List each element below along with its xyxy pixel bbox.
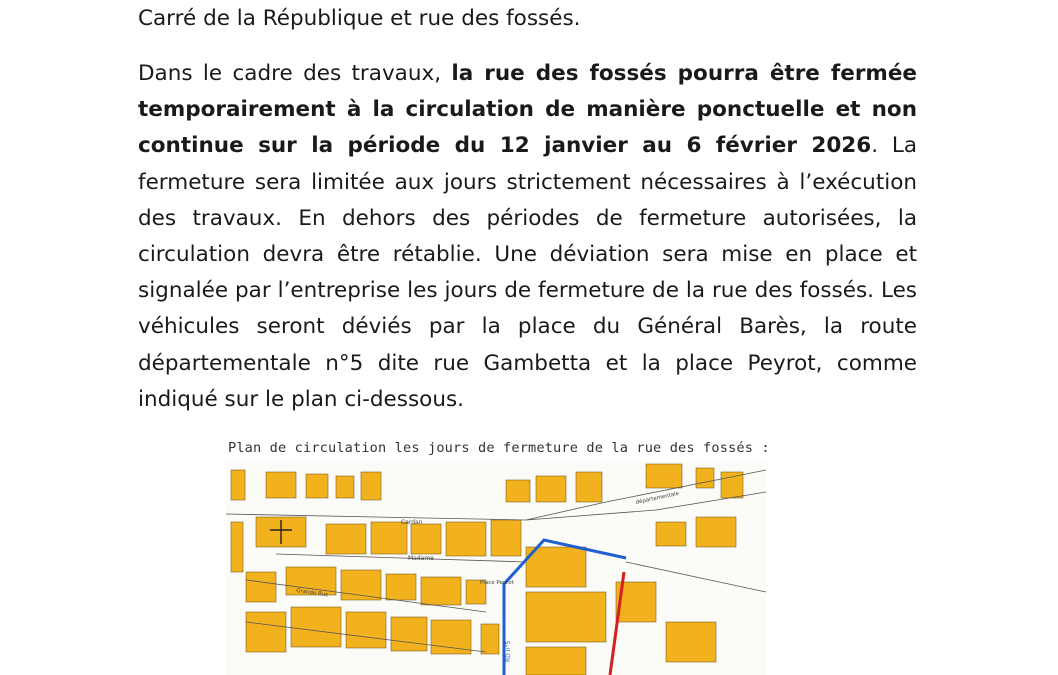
parcel xyxy=(361,472,381,500)
parcel xyxy=(336,476,354,498)
parcel xyxy=(506,480,530,502)
paragraph-lead: Dans le cadre des travaux, xyxy=(138,61,452,86)
parcel xyxy=(646,464,682,488)
body-paragraph xyxy=(138,56,917,418)
parcel xyxy=(411,524,441,554)
map-label-grande-rue: Grande Rue xyxy=(295,588,329,599)
parcel xyxy=(526,647,586,675)
parcel xyxy=(696,517,736,547)
parcel xyxy=(386,574,416,600)
parcel xyxy=(446,522,486,556)
map-label-cardan: Cardan xyxy=(401,519,423,526)
parcel xyxy=(721,472,743,498)
parcel xyxy=(266,472,296,498)
parcel xyxy=(246,572,276,602)
parcel xyxy=(346,612,386,648)
intro-line: Carré de la République et rue des fossés. xyxy=(138,6,581,31)
parcel xyxy=(231,470,245,500)
parcel xyxy=(231,522,243,572)
parcel xyxy=(481,624,499,654)
map-label-rd5: RD n°5 xyxy=(505,640,512,662)
paragraph-bold-closure-notice: la rue des fossés pourra être fermée temporairement à la circulation de manière ponctuelle et non continue sur la période du 12 janvier au 6 février 2026 xyxy=(138,61,917,159)
parcel xyxy=(421,577,461,605)
parcel xyxy=(306,474,328,498)
parcel xyxy=(696,468,714,488)
parcel xyxy=(391,617,427,651)
parcel xyxy=(246,612,286,652)
map-caption: Plan de circulation les jours de fermeture de la rue des fossés : xyxy=(228,440,770,456)
parcel xyxy=(291,607,341,647)
map-label-departementale: départementale xyxy=(635,490,680,506)
parcel xyxy=(326,524,366,554)
map-label-place-peyrot: Place Peyrot xyxy=(480,580,514,586)
parcel xyxy=(491,520,521,556)
map-label-madame: Madame xyxy=(408,555,434,562)
parcel xyxy=(576,472,602,502)
parcel xyxy=(526,592,606,642)
parcel xyxy=(526,547,586,587)
parcel xyxy=(666,622,716,662)
paragraph-rest: . La fermeture sera limitée aux jours strictement nécessaires à l’exécution des travaux. En dehors des périodes de fermeture autorisées, la circulation devra être rétablie. Une déviation sera mise en place et signalée par l’entreprise les jours de fermeture de la rue des fossés. Les véhicules seront déviés par la place du Général Barès, la route départementale n°5 dite rue Gambetta et la place Peyrot, comme indiqué sur le plan ci-dessous. xyxy=(138,133,917,412)
parcel xyxy=(431,620,471,654)
parcel xyxy=(656,522,686,546)
parcel xyxy=(371,522,407,554)
parcel xyxy=(536,476,566,502)
traffic-plan-map xyxy=(226,462,766,675)
